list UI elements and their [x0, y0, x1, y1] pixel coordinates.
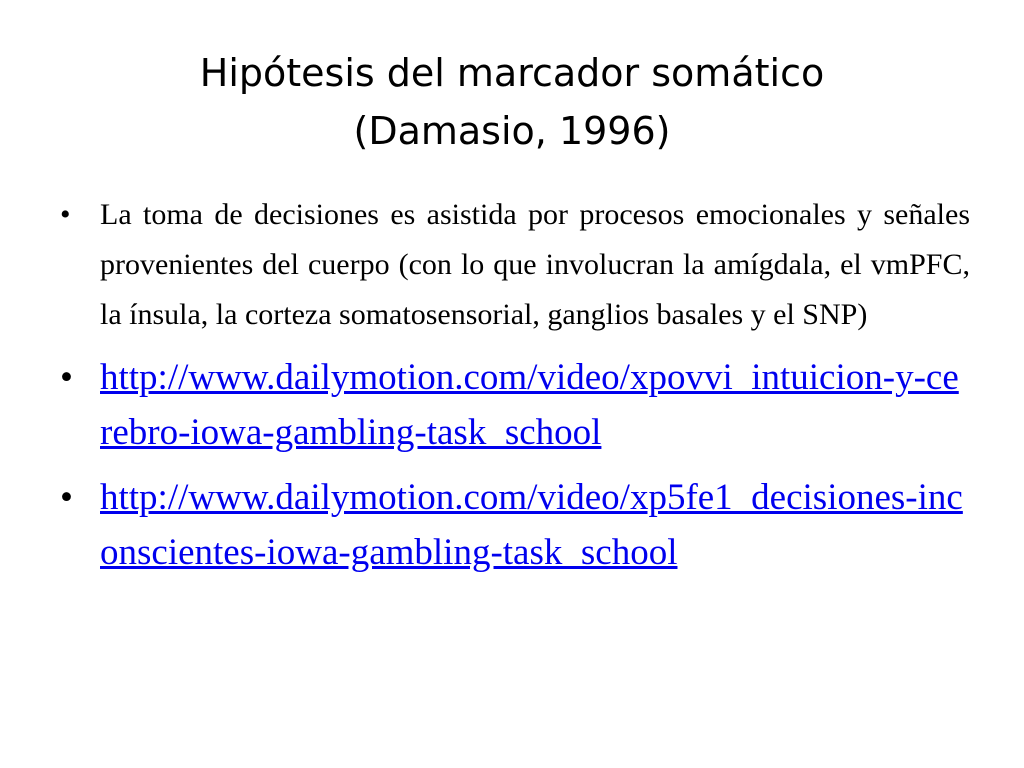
- video-link-2[interactable]: http://www.dailymotion.com/video/xp5fe1_decisiones-inconscientes-iowa-gambling-task_school: [100, 477, 963, 573]
- bullet-item-link-1: [60, 350, 970, 460]
- title-line-2: (Damasio, 1996): [353, 109, 671, 153]
- video-link-1[interactable]: http://www.dailymotion.com/video/xpovvi_intuicion-y-cerebro-iowa-gambling-task_school: [100, 357, 959, 453]
- bullet-icon: •: [60, 357, 73, 398]
- bullet-list: [60, 190, 970, 590]
- bullet-icon: •: [60, 198, 71, 231]
- bullet-icon: •: [60, 477, 73, 518]
- title-line-1: Hipótesis del marcador somático: [199, 51, 825, 95]
- bullet-text: La toma de decisiones es asistida por procesos emocionales y señales provenientes del cuerpo (con lo que involucran la amígdala, el vmPFC, la ínsula, la corteza somatosensorial, ganglios basales y el SNP): [100, 198, 970, 331]
- bullet-item-description: [60, 190, 970, 340]
- slide-title: [0, 44, 1024, 160]
- bullet-item-link-2: [60, 470, 970, 580]
